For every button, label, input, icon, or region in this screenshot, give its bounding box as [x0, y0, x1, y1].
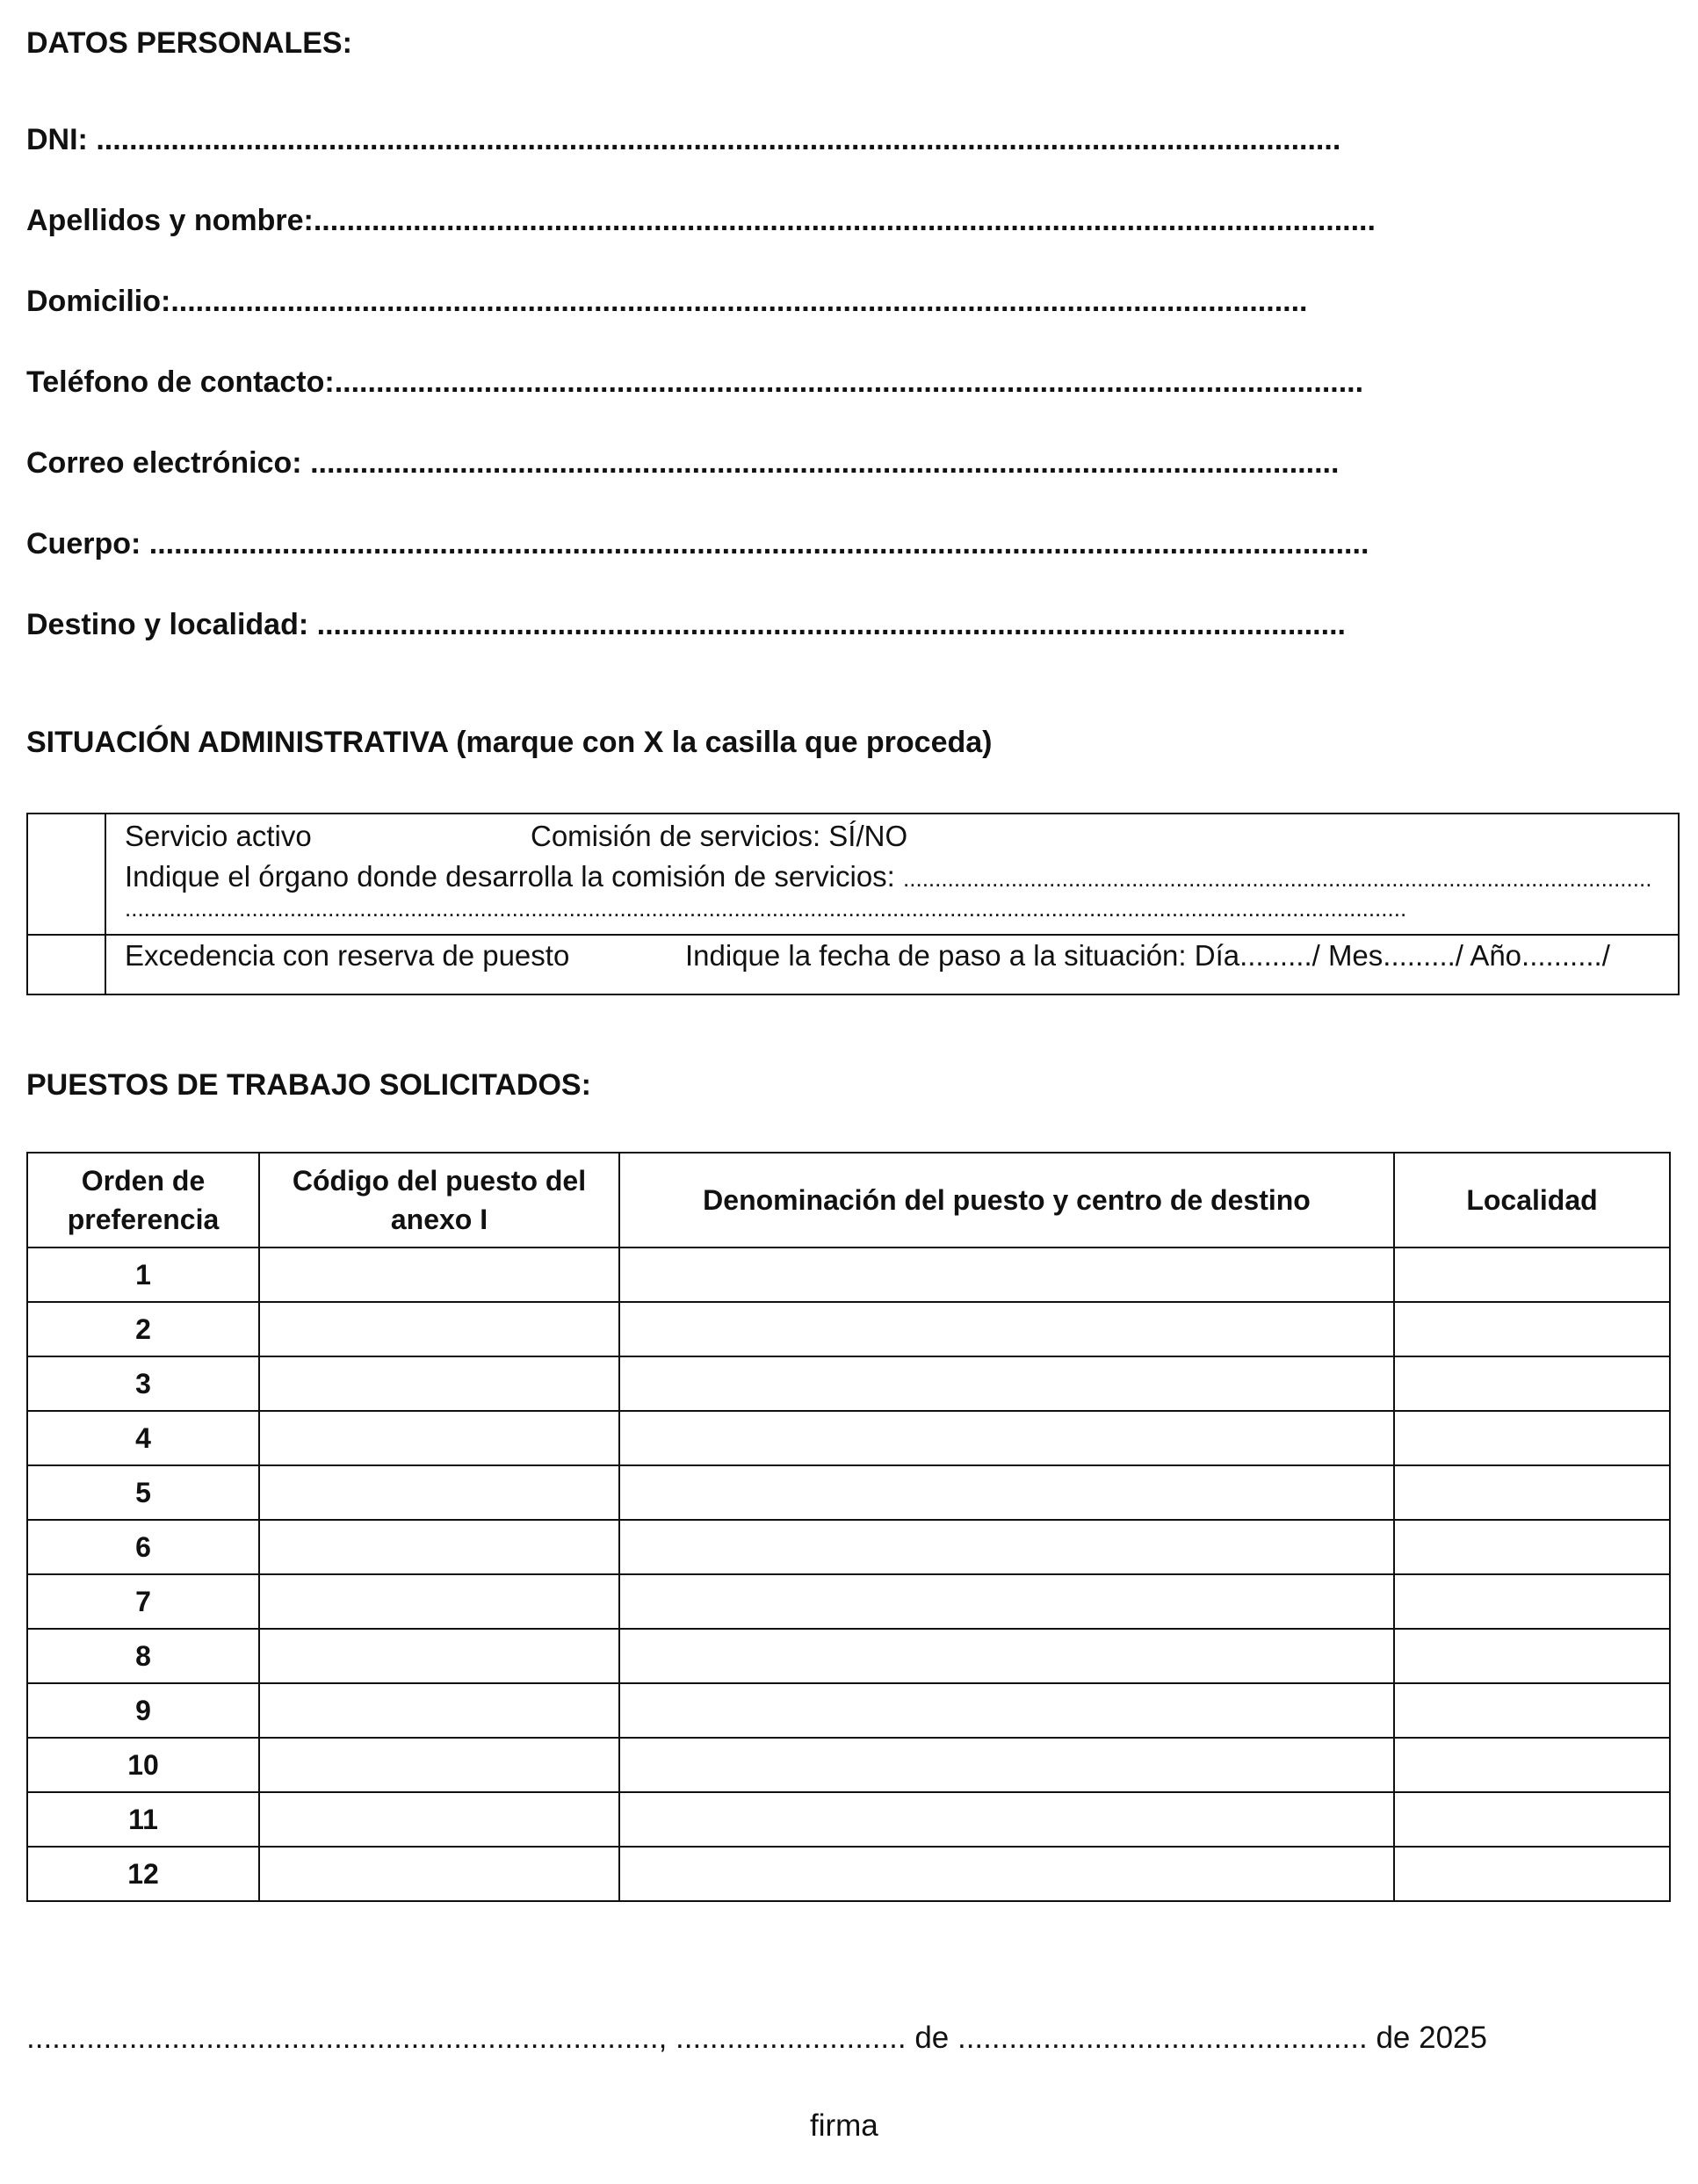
header-code: Código del puesto del anexo I: [259, 1153, 619, 1247]
situation-box: [26, 813, 1680, 995]
name-dots: ................................................................................................................................: [313, 204, 1376, 237]
positions-title: PUESTOS DE TRABAJO SOLICITADOS:: [26, 1068, 591, 1102]
phone-label: Teléfono de contacto:: [26, 365, 335, 399]
code-cell[interactable]: [259, 1792, 619, 1847]
name-cell[interactable]: [619, 1738, 1394, 1792]
order-cell: 11: [27, 1792, 259, 1847]
active-service-label: Servicio activo: [125, 820, 312, 852]
organ-label: Indique el órgano donde desarrolla la comisión de servicios:: [125, 860, 904, 893]
leave-label: Excedencia con reserva de puesto: [125, 939, 570, 972]
code-cell[interactable]: [259, 1683, 619, 1738]
code-cell[interactable]: [259, 1847, 619, 1901]
name-cell[interactable]: [619, 1411, 1394, 1465]
destination-dots: ............................................................................................................................: [316, 608, 1346, 641]
table-row: [27, 1574, 1670, 1629]
positions-table: [26, 1152, 1671, 1902]
table-row: [27, 1302, 1670, 1356]
locality-cell[interactable]: [1394, 1629, 1670, 1683]
dni-dots: ......................................................................................................................................................: [96, 123, 1341, 156]
name-cell[interactable]: [619, 1683, 1394, 1738]
order-cell: 1: [27, 1247, 259, 1302]
code-cell[interactable]: [259, 1520, 619, 1574]
signature-label: firma: [810, 2108, 878, 2143]
active-service-checkbox[interactable]: [28, 814, 105, 934]
table-row: [27, 1847, 1670, 1901]
de-text: de: [914, 2021, 950, 2055]
name-cell[interactable]: [619, 1629, 1394, 1683]
order-cell: 12: [27, 1847, 259, 1901]
header-locality: Localidad: [1394, 1153, 1670, 1247]
order-cell: 8: [27, 1629, 259, 1683]
locality-cell[interactable]: [1394, 1792, 1670, 1847]
code-cell[interactable]: [259, 1247, 619, 1302]
table-row: [27, 1629, 1670, 1683]
name-cell[interactable]: [619, 1792, 1394, 1847]
leave-checkbox[interactable]: [28, 936, 105, 995]
year-text: de 2025: [1376, 2021, 1487, 2055]
leave-date-field[interactable]: Indique la fecha de paso a la situación: Día........./ Mes........./ Año........../: [685, 939, 1610, 972]
locality-cell[interactable]: [1394, 1411, 1670, 1465]
name-cell[interactable]: [619, 1574, 1394, 1629]
name-cell[interactable]: [619, 1465, 1394, 1520]
locality-cell[interactable]: [1394, 1574, 1670, 1629]
locality-cell[interactable]: [1394, 1356, 1670, 1411]
table-row: [27, 1738, 1670, 1792]
code-cell[interactable]: [259, 1738, 619, 1792]
order-cell: 4: [27, 1411, 259, 1465]
dni-label: DNI:: [26, 123, 97, 156]
situation-title: SITUACIÓN ADMINISTRATIVA (marque con X la casilla que proceda): [26, 726, 993, 759]
locality-cell[interactable]: [1394, 1683, 1670, 1738]
locality-cell[interactable]: [1394, 1302, 1670, 1356]
organ-field[interactable]: [125, 860, 1651, 893]
name-cell[interactable]: [619, 1847, 1394, 1901]
email-field[interactable]: [26, 446, 1339, 481]
order-cell: 3: [27, 1356, 259, 1411]
address-dots: .........................................................................................................................................: [170, 285, 1308, 318]
table-row: [27, 1356, 1670, 1411]
locality-cell[interactable]: [1394, 1738, 1670, 1792]
phone-dots: ............................................................................................................................: [334, 365, 1364, 399]
name-label: Apellidos y nombre:: [26, 204, 314, 237]
day-dots: ...........................: [667, 2021, 915, 2055]
order-cell: 2: [27, 1302, 259, 1356]
name-cell[interactable]: [619, 1520, 1394, 1574]
name-cell[interactable]: [619, 1247, 1394, 1302]
table-row: [27, 1792, 1670, 1847]
name-cell[interactable]: [619, 1356, 1394, 1411]
address-field[interactable]: [26, 285, 1308, 319]
destination-label: Destino y localidad:: [26, 608, 317, 641]
organ-dots: ......................................................................................................................: [903, 865, 1652, 892]
address-label: Domicilio:: [26, 285, 171, 318]
commission-label: Comisión de servicios: SÍ/NO: [531, 820, 908, 852]
email-dots: ............................................................................................................................: [310, 446, 1340, 480]
header-name: Denominación del puesto y centro de destino: [619, 1153, 1394, 1247]
table-row: [27, 1683, 1670, 1738]
table-row: [27, 1411, 1670, 1465]
corps-dots: ...................................................................................................................................................: [148, 527, 1369, 560]
checkbox-column-divider: [105, 814, 106, 994]
destination-field[interactable]: [26, 608, 1346, 642]
code-cell[interactable]: [259, 1465, 619, 1520]
order-cell: 9: [27, 1683, 259, 1738]
locality-cell[interactable]: [1394, 1247, 1670, 1302]
name-cell[interactable]: [619, 1302, 1394, 1356]
personal-data-title: DATOS PERSONALES:: [26, 26, 352, 60]
code-cell[interactable]: [259, 1302, 619, 1356]
table-row: [27, 1520, 1670, 1574]
name-field[interactable]: [26, 204, 1376, 238]
locality-cell[interactable]: [1394, 1520, 1670, 1574]
order-cell: 5: [27, 1465, 259, 1520]
email-label: Correo electrónico:: [26, 446, 311, 480]
table-row: [27, 1247, 1670, 1302]
table-row: [27, 1465, 1670, 1520]
order-cell: 6: [27, 1520, 259, 1574]
place-dots: ..........................................................................,: [26, 2021, 668, 2055]
code-cell[interactable]: [259, 1411, 619, 1465]
code-cell[interactable]: [259, 1574, 619, 1629]
dni-field[interactable]: [26, 123, 1340, 157]
organ-dots-line2: ..........................................................................................................................................................................................................: [125, 895, 1407, 922]
corps-label: Cuerpo:: [26, 527, 149, 560]
table-header-row: [27, 1153, 1670, 1247]
code-cell[interactable]: [259, 1356, 619, 1411]
situation-row-divider: [28, 934, 1678, 936]
locality-cell[interactable]: [1394, 1847, 1670, 1901]
order-cell: 10: [27, 1738, 259, 1792]
corps-field[interactable]: [26, 527, 1369, 561]
header-order: Orden de preferencia: [27, 1153, 259, 1247]
code-cell[interactable]: [259, 1629, 619, 1683]
date-place-line[interactable]: [26, 2021, 1487, 2056]
phone-field[interactable]: [26, 365, 1363, 400]
order-cell: 7: [27, 1574, 259, 1629]
locality-cell[interactable]: [1394, 1465, 1670, 1520]
month-dots: ................................................: [949, 2021, 1376, 2055]
